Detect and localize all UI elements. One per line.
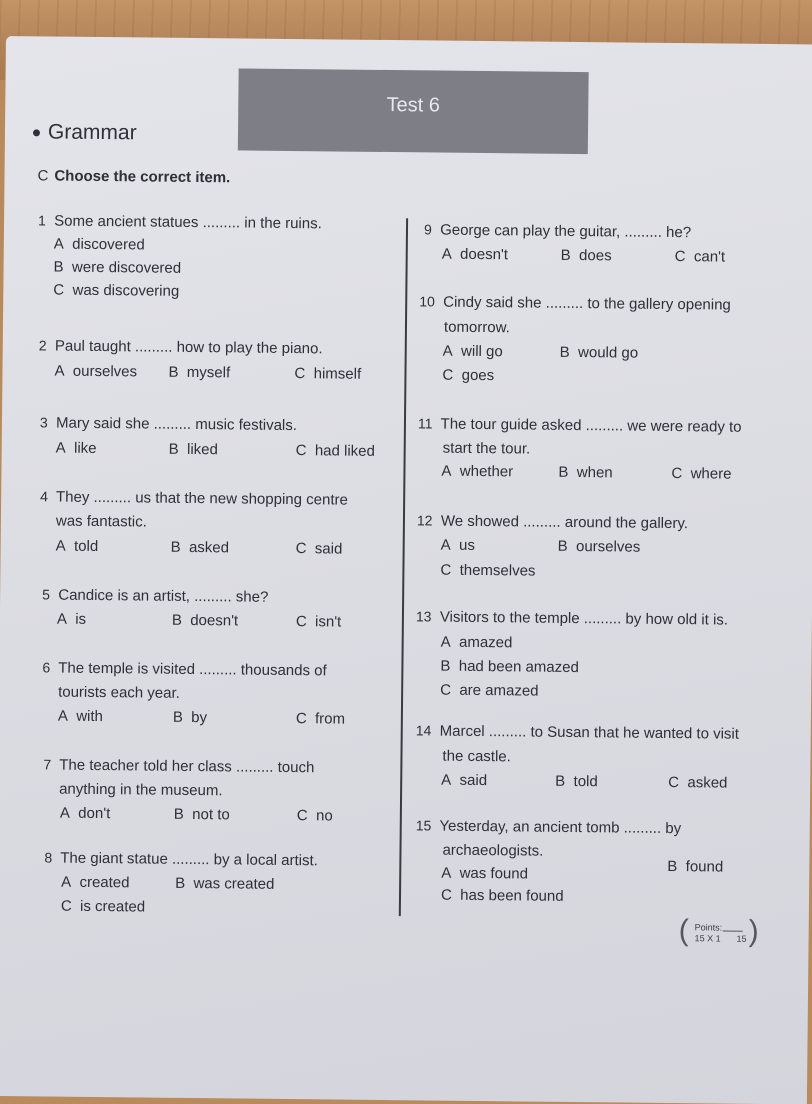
left-paren-icon: ( bbox=[678, 914, 689, 948]
instruction-letter: C bbox=[37, 167, 49, 185]
points-formula: 15 X 1 bbox=[694, 933, 721, 944]
option-b[interactable]: B when bbox=[558, 463, 613, 482]
option-a[interactable]: A us bbox=[440, 536, 475, 554]
option-c[interactable]: C said bbox=[295, 540, 343, 558]
option-c[interactable]: C are amazed bbox=[440, 681, 539, 700]
option-a[interactable]: A ourselves bbox=[54, 362, 138, 381]
option-c[interactable]: C asked bbox=[668, 773, 728, 792]
option-a[interactable]: A is bbox=[56, 610, 87, 628]
question-stem: 9 George can play the guitar, ......... he? bbox=[423, 221, 692, 242]
option-c[interactable]: C is created bbox=[60, 897, 146, 916]
question-stem: 10 Cindy said she ......... to the gallery opening bbox=[419, 293, 731, 314]
option-b[interactable]: B not to bbox=[173, 805, 230, 824]
option-b[interactable]: B myself bbox=[168, 363, 231, 382]
option-a[interactable]: A like bbox=[55, 439, 97, 457]
option-b[interactable]: B was created bbox=[175, 874, 275, 893]
question-stem: 14 Marcel ......... to Susan that he wanted to visit bbox=[415, 722, 740, 743]
question-stem: 8 The giant statue ......... by a local artist. bbox=[44, 849, 318, 870]
option-a[interactable]: A told bbox=[55, 537, 99, 555]
section-title: Grammar bbox=[47, 120, 137, 145]
question-stem-line-2: tomorrow. bbox=[443, 318, 510, 337]
option-a[interactable]: A will go bbox=[442, 342, 503, 361]
question-stem: 5 Candice is an artist, ......... she? bbox=[42, 586, 269, 606]
worksheet-page bbox=[0, 36, 812, 1104]
question-stem: 15 Yesterday, an ancient tomb ......... by bbox=[415, 817, 682, 838]
question-stem: 3 Mary said she ......... music festivals. bbox=[39, 414, 298, 435]
option-b[interactable]: B by bbox=[172, 708, 208, 727]
header-bar bbox=[238, 68, 589, 154]
question-stem: 12 We showed ......... around the gallery. bbox=[416, 512, 689, 533]
option-b[interactable]: B were discovered bbox=[53, 258, 182, 277]
question-stem: 2 Paul taught ......... how to play the piano. bbox=[38, 337, 323, 358]
score-line bbox=[723, 931, 743, 932]
option-c[interactable]: C goes bbox=[442, 366, 495, 385]
option-c[interactable]: C can't bbox=[674, 248, 726, 266]
question-stem: 4 They ......... us that the new shopping centre bbox=[40, 488, 348, 509]
option-b[interactable]: B liked bbox=[168, 440, 218, 459]
option-a[interactable]: A said bbox=[441, 771, 488, 790]
option-b[interactable]: B does bbox=[560, 246, 612, 265]
points-box bbox=[678, 916, 758, 951]
question-stem: 6 The temple is visited ......... thousands of bbox=[42, 659, 327, 680]
column-divider bbox=[399, 218, 408, 916]
option-b[interactable]: B had been amazed bbox=[440, 657, 579, 677]
points-label: Points: bbox=[694, 922, 723, 933]
option-a[interactable]: A doesn't bbox=[441, 245, 509, 264]
question-stem: 11 The tour guide asked ......... we were ready to bbox=[417, 415, 742, 436]
option-b[interactable]: B ourselves bbox=[557, 537, 641, 556]
option-b[interactable]: B would go bbox=[559, 343, 639, 362]
option-c[interactable]: C had liked bbox=[295, 442, 375, 460]
option-c[interactable]: C where bbox=[671, 464, 732, 483]
points-max: 15 bbox=[736, 933, 747, 944]
option-c[interactable]: C no bbox=[296, 807, 333, 825]
question-stem: 1 Some ancient statues ......... in the ruins. bbox=[37, 212, 322, 233]
option-c[interactable]: C themselves bbox=[440, 561, 536, 580]
option-a[interactable]: A amazed bbox=[440, 633, 513, 652]
option-c[interactable]: C from bbox=[295, 710, 346, 728]
question-stem-line-2: start the tour. bbox=[442, 439, 531, 458]
instruction bbox=[37, 167, 230, 186]
option-a[interactable]: A whether bbox=[441, 462, 514, 481]
instruction-text: Choose the correct item. bbox=[54, 167, 231, 187]
bullet-icon bbox=[33, 129, 40, 136]
question-stem: 7 The teacher told her class ......... touch bbox=[43, 756, 315, 777]
question-stem-line-2: was fantastic. bbox=[55, 512, 147, 531]
option-a[interactable]: A don't bbox=[59, 804, 111, 823]
section-heading bbox=[33, 120, 137, 145]
option-c[interactable]: C isn't bbox=[295, 613, 342, 631]
question-stem-line-2: tourists each year. bbox=[58, 683, 180, 702]
option-c[interactable]: C himself bbox=[294, 365, 362, 383]
question-stem-line-2: anything in the museum. bbox=[59, 780, 223, 800]
option-a[interactable]: A discovered bbox=[53, 235, 145, 254]
question-stem-line-2: archaeologists. bbox=[442, 841, 544, 860]
option-b[interactable]: B found bbox=[667, 857, 724, 876]
option-b[interactable]: B told bbox=[555, 772, 598, 791]
option-a[interactable]: A was found bbox=[441, 864, 529, 883]
question-stem-line-2: the castle. bbox=[442, 747, 511, 766]
option-c[interactable]: C was discovering bbox=[53, 281, 180, 300]
option-a[interactable]: A with bbox=[57, 707, 104, 726]
test-title: Test 6 bbox=[386, 93, 441, 117]
question-stem: 13 Visitors to the temple ......... by how old it is. bbox=[415, 608, 729, 629]
option-a[interactable]: A created bbox=[61, 873, 130, 892]
right-paren-icon: ) bbox=[748, 914, 759, 948]
option-b[interactable]: B doesn't bbox=[171, 611, 239, 630]
option-b[interactable]: B asked bbox=[170, 538, 230, 557]
option-c[interactable]: C has been found bbox=[440, 886, 564, 905]
